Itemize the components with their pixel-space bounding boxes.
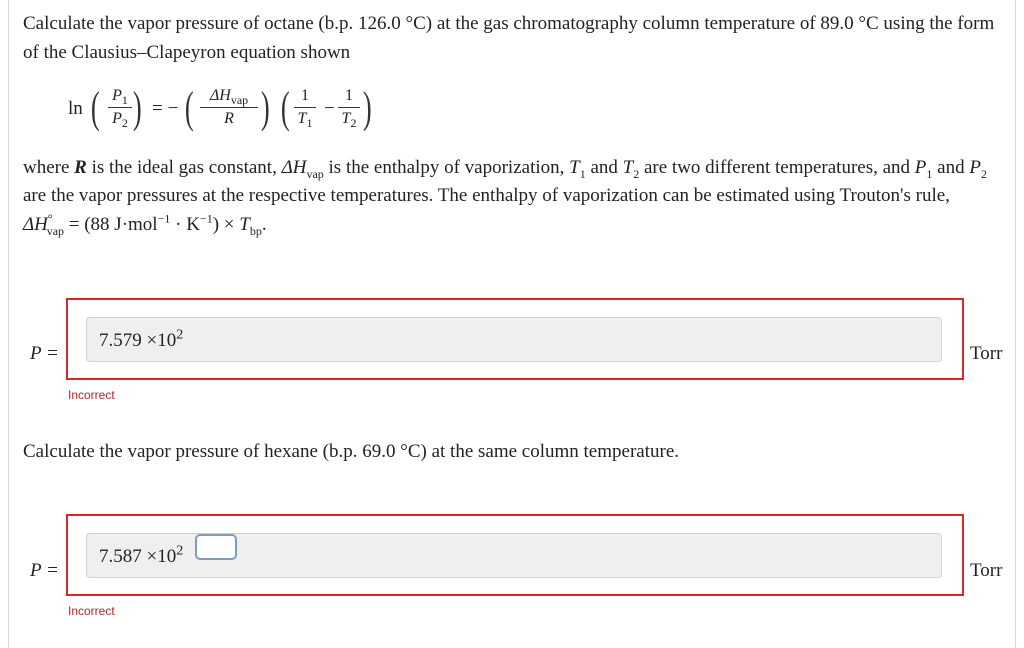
answer-1-box — [66, 298, 964, 380]
answer-2-label: P = — [30, 560, 59, 581]
eq-t1-sub: 1 — [306, 116, 313, 131]
question-2-text: Calculate the vapor pressure of hexane (b.p. 69.0 °C) at the same column temperature. — [23, 441, 680, 462]
eq-paren-close-1: ) — [132, 83, 142, 132]
eq-p2: P — [112, 110, 122, 127]
eq-paren-open-1: ( — [90, 83, 100, 132]
eq-paren-open-3: ( — [280, 83, 290, 132]
eq-frac-one-t1 — [294, 86, 316, 129]
answer-1-feedback: Incorrect — [68, 388, 115, 402]
answer-2-feedback: Incorrect — [68, 604, 115, 618]
eq-paren-close-3: ) — [362, 83, 372, 132]
eq-t2: T — [341, 110, 351, 127]
eq-p2-sub: 2 — [121, 116, 128, 131]
answer-1-input[interactable] — [86, 317, 942, 362]
clausius-clapeyron-equation — [68, 80, 408, 140]
explanation-line-1: where R is the ideal gas constant, $\Delta H_{vap}$ is the enthalpy of vaporization, $T_1$ and $T_2$ are two different temperatures, and $P_1$ and $P_2$ — [23, 157, 987, 181]
eq-frac-p1-p2 — [108, 86, 132, 129]
eq-equals-neg: = − — [152, 98, 179, 119]
answer-1-value: $7.579 \times 10^2$ — [99, 327, 184, 351]
eq-p1-sub: 1 — [121, 93, 128, 108]
answer-2-value: $7.587 \times 10^2$ — [99, 543, 184, 567]
answer-2-input[interactable] — [86, 533, 942, 578]
trouton-rule: $\Delta H^\circ_{vap} = (88$ $J\cdot mol^{-1} \cdot K^{-1}) \times T_{bp}$. — [23, 211, 267, 238]
eq-one-b: 1 — [345, 87, 353, 104]
eq-one-a: 1 — [301, 87, 309, 104]
answer-1-exponent[interactable]: 2 — [176, 327, 184, 343]
answer-1-unit: Torr — [970, 343, 1003, 364]
eq-r: R — [224, 110, 234, 127]
answer-2-unit: Torr — [970, 560, 1003, 581]
answer-2-box — [66, 514, 964, 596]
answer-2-exponent-focus-box[interactable] — [195, 534, 237, 560]
eq-t2-sub: 2 — [350, 116, 357, 131]
answer-2-exponent[interactable]: 2 — [176, 543, 184, 559]
explanation-line-2: are the vapor pressures at the respective temperatures. The enthalpy of vaporization can be estimated using Trouton's rule, — [23, 185, 950, 206]
question-1-line-1: Calculate the vapor pressure of octane (b.p. 126.0 °C) at the gas chromatography column temperature of 89.0 °C using the form — [23, 13, 995, 34]
eq-paren-open-2: ( — [184, 83, 194, 132]
eq-p1: P — [112, 87, 122, 104]
eq-minus: − — [324, 98, 335, 119]
eq-dh: ΔH — [209, 87, 231, 104]
answer-1-label: P = — [30, 343, 59, 364]
eq-frac-dh-r — [200, 86, 258, 129]
eq-frac-one-t2 — [338, 86, 360, 129]
eq-t1: T — [297, 110, 307, 127]
question-1-line-2: of the Clausius–Clapeyron equation shown — [23, 42, 351, 63]
eq-paren-close-2: ) — [260, 83, 270, 132]
eq-ln: ln — [68, 98, 83, 119]
eq-dh-sub: vap — [230, 93, 249, 108]
